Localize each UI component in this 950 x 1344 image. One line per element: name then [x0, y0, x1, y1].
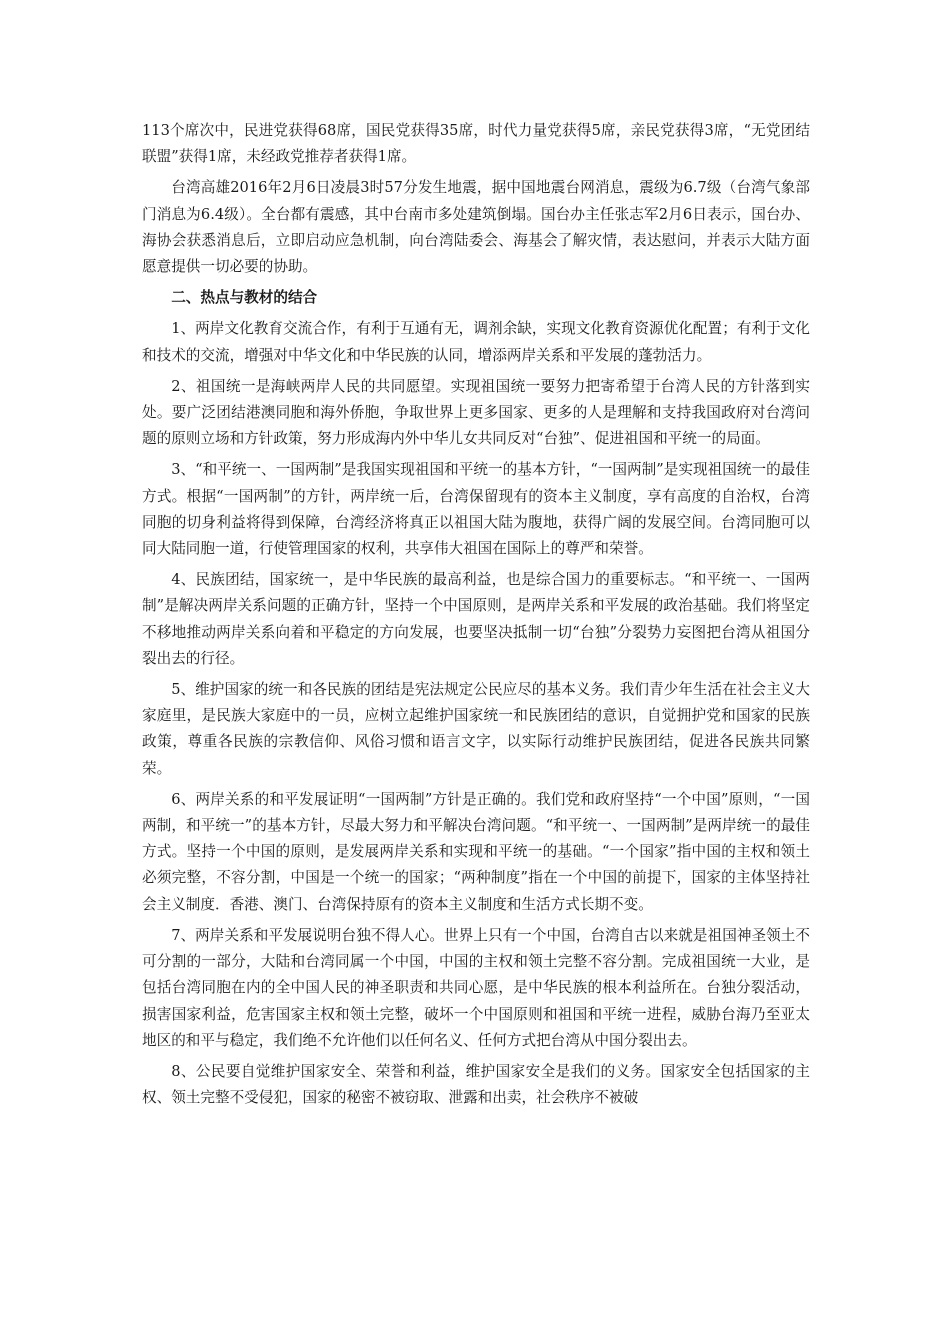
list-item-1: 1、两岸文化教育交流合作，有利于互通有无，调剂余缺，实现文化教育资源优化配置；有利于文化和技术的交流，增强对中华文化和中华民族的认同，增添两岸关系和平发展的蓬勃活力。 — [142, 320, 810, 364]
list-item-6: 6、两岸关系的和平发展证明“一国两制”方针是正确的。我们党和政府坚持“一个中国”原则，“一国两制，和平统一”的基本方针，尽最大努力和平解决台湾问题。“和平统一、一国两制”是两岸统一的最佳方式。坚持一个中国的原则，是发展两岸关系和实现和平统一的基础。“一个国家”指中国的主权和领土必须完整，不容分割，中国是一个统一的国家；“两种制度”指在一个中国的前提下，国家的主体坚持社会主义制度．香港、澳门、台湾保持原有的资本主义制度和生活方式长期不变。 — [142, 790, 810, 913]
list-item-7: 7、两岸关系和平发展说明台独不得人心。世界上只有一个中国，台湾自古以来就是祖国神圣领土不可分割的一部分，大陆和台湾同属一个中国，中国的主权和领土完整不容分割。完成祖国统一大业，是包括台湾同胞在内的全中国人民的神圣职责和共同心愿，是中华民族的根本利益所在。台独分裂活动，损害国家利益，危害国家主权和领土完整，破坏一个中国原则和祖国和平统一进程，威胁台海乃至亚太地区的和平与稳定，我们绝不允许他们以任何名义、任何方式把台湾从中国分裂出去。 — [142, 926, 810, 1049]
list-item-4: 4、民族团结，国家统一，是中华民族的最高利益，也是综合国力的重要标志。“和平统一、一国两制”是解决两岸关系问题的正确方针，坚持一个中国原则，是两岸关系和平发展的政治基础。我们将坚定不移地推动两岸关系向着和平稳定的方向发展，也要坚决抵制一切“台独”分裂势力妄图把台湾从祖国分裂出去的行径。 — [142, 571, 810, 667]
list-item-3: 3、“和平统一、一国两制”是我国实现祖国和平统一的基本方针，“一国两制”是实现祖国统一的最佳方式。根据“一国两制”的方针，两岸统一后，台湾保留现有的资本主义制度，享有高度的自治权，台湾同胞的切身利益将得到保障，台湾经济将真正以祖国大陆为腹地，获得广阔的发展空间。台湾同胞可以同大陆同胞一道，行使管理国家的权利，共享伟大祖国在国际上的尊严和荣誉。 — [142, 461, 810, 558]
list-item-2: 2、祖国统一是海峡两岸人民的共同愿望。实现祖国统一要努力把寄希望于台湾人民的方针落到实处。要广泛团结港澳同胞和海外侨胞，争取世界上更多国家、更多的人是理解和支持我国政府对台湾问题的原则立场和方针政策，努力形成海内外中华儿女共同反对“台独”、促进祖国和平统一的局面。 — [142, 377, 810, 448]
list-item-5: 5、维护国家的统一和各民族的团结是宪法规定公民应尽的基本义务。我们青少年生活在社会主义大家庭里，是民族大家庭中的一员，应树立起维护国家统一和民族团结的意识，自觉拥护党和国家的民族政策，尊重各民族的宗教信仰、风俗习惯和语言文字，以实际行动维护民族团结，促进各民族共同繁荣。 — [142, 681, 810, 777]
paragraph-earthquake: 台湾高雄2016年2月6日凌晨3时57分发生地震，据中国地震台网消息，震级为6.7级（台湾气象部门消息为6.4级）。全台都有震感，其中台南市多处建筑倒塌。国台办主任张志军2月6日表示，国台办、海协会获悉消息后，立即启动应急机制，向台湾陆委会、海基会了解灾情，表达慰问，并表示大陆方面愿意提供一切必要的协助。 — [142, 179, 810, 276]
paragraph-election-results: 113个席次中，民进党获得68席，国民党获得35席，时代力量党获得5席，亲民党获得3席，“无党团结联盟”获得1席，未经政党推荐者获得1席。 — [142, 122, 810, 166]
section-heading: 二、热点与教材的结合 — [171, 289, 318, 307]
document-page — [142, 118, 810, 1116]
list-item-8: 8、公民要自觉维护国家安全、荣誉和利益，维护国家安全是我们的义务。国家安全包括国家的主权、领土完整不受侵犯，国家的秘密不被窃取、泄露和出卖，社会秩序不被破 — [142, 1062, 810, 1107]
